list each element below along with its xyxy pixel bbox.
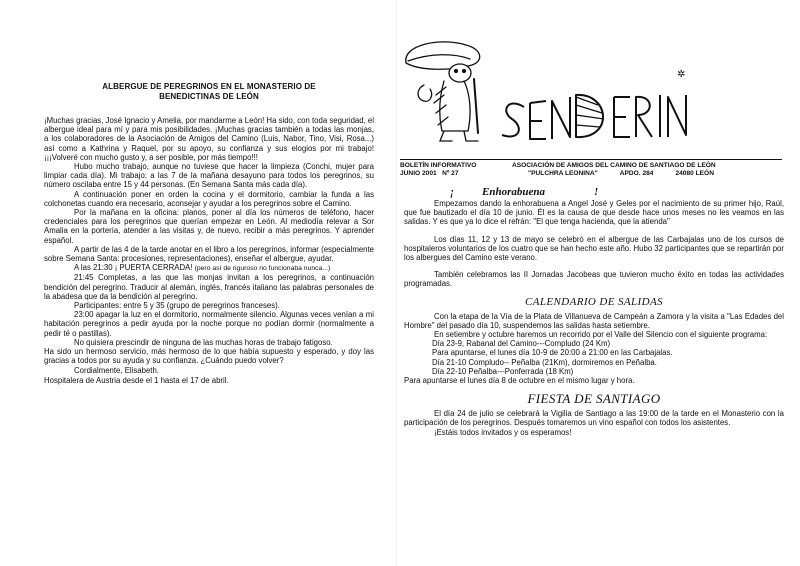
heading-close-mark: ! <box>594 186 599 198</box>
article-paragraph: 21:45 Completas, a las que las monjas invitan a los peregrinos, a continuación bendición del peregrino. Traducir al alemán, inglés, francés italiano las palabras personales de la abadesa que da la bendición al peregrino. <box>44 273 374 301</box>
article-paragraph: A continuación poner en orden la cocina y el dormitorio, cambiar la funda a las colchonetas cuando era necesario, aconsejar y ayudar a los peregrinos sobre el Camino. <box>44 189 374 208</box>
enhorabuena-paragraph: También celebramos las II Jornadas Jacobeas que tuvieron mucho éxito en todas las actividades programadas. <box>404 270 784 289</box>
article-paragraph: Ha sido un hermoso servicio, más hermoso de lo que había supuesto y esperado, y doy las gracias a todos por su ayuda y su confianza. ¿Cuándo puedo volver? <box>44 347 374 366</box>
article-title-line-2: BENEDICTINAS DE LEÓN <box>159 92 259 101</box>
star-icon: ✲ <box>677 69 686 80</box>
program-item: Día 22-10 Peñalba---Ponferrada (18 Km) <box>432 366 574 376</box>
signature-line: Hospitalera de Austria desde el 1 hasta el 17 de abril. <box>44 375 229 385</box>
program-item: Día 21-10 Compludo-- Peñalba (21Km), dormiremos en Peñalba. <box>432 357 657 367</box>
enhorabuena-paragraph: Empezamos dando la enhorabuena a Angel José y Geles por el nacimiento de su primer hijo, Raúl, que fue bautizado el día 10 de junio. Él es la causa de que desde hace unos meses no les veamos en las salidas. Y es que ya lo dice el refrán: "El que tenga hacienda, que la atienda" <box>404 199 784 227</box>
postal-code: 24080 LEÓN <box>675 170 714 177</box>
closed-notice <box>44 263 374 273</box>
left-page-article <box>44 82 374 385</box>
article-signature <box>44 366 374 384</box>
santiago-heading: FIESTA DE SANTIAGO <box>527 391 661 407</box>
calendario-closing: Para apuntarse el lunes día 8 de octubre en el mismo lugar y hora. <box>404 376 635 386</box>
association-title: "PULCHRA LEONINA" <box>528 170 598 177</box>
bulletin-info <box>400 162 476 178</box>
right-page-content <box>404 185 784 437</box>
article-paragraph: ¡Muchas gracias, José Ignacio y Amelia, por mandarme a León! Ha sido, con toda seguridad, el albergue ideal para mí y para mis posibilidades. ¡Muchas gracias también a todas las monjas, a los colaboradores de la Asociación de Amigos del Camino (Luis, Nabor, Tino, Visi, Rosa...) así como a Kathrina y Raquel, por su apoyo, su confianza y sus elogios por mi trabajo! ¡¡¡Volveré con mucho gusto y, a ser posible, por más tiempo!!! <box>44 116 374 162</box>
article-paragraph: No quisiera prescindir de ninguna de las muchas horas de trabajo fatigoso. <box>74 337 333 347</box>
issue-number: Nº 27 <box>442 170 459 177</box>
article-paragraph: A partir de las 4 de la tarde anotar en el libro a los peregrinos, informar (especialmente sobre Semana Santa: procesiones, representaciones), enseñar el albergue, ayudar. <box>44 244 374 264</box>
issue-date: JUNIO 2001 <box>400 170 437 177</box>
santiago-closing: ¡Estáis todos invitados y os esperamos! <box>434 427 572 437</box>
article-title <box>44 82 374 102</box>
article-paragraph: Por la mañana en la oficina: planos, poner al día los números de teléfono, hacer credenciales para los peregrinos que querían empezar en León. Al mediodía relevar a Sor Amalia en la portería, atender a las visitas y, de nuevo, recibir a más peregrinos. Y aprender español. <box>44 208 374 245</box>
bulletin-label: BOLETÍN INFORMATIVO <box>400 162 477 169</box>
program-list <box>404 339 784 376</box>
closed-notice-main: A las 21:30 ¡ PUERTA CERRADA! <box>74 263 195 273</box>
association-name: ASOCIACIÓN DE AMIGOS DEL CAMINO DE SANTIAGO DE LEÓN <box>512 162 716 169</box>
santiago-paragraph: El día 24 de julio se celebrará la Vigilia de Santiago a las 19:00 de la tarde en el Monasterio con la participación de los peregrinos. Después tomaremos un vino español con todos los asistentes. <box>404 409 784 428</box>
program-item: Día 23-9, Rabanal del Camino---Compludo (24 Km) <box>432 339 611 349</box>
association-info <box>512 162 716 178</box>
logo-letters <box>502 95 686 139</box>
calendario-heading: CALENDARIO DE SALIDAS <box>525 295 663 308</box>
calendario-paragraph: En setiembre y octubre haremos un recorrido por el Valle del Silencio con el siguiente programa: <box>434 330 768 340</box>
closed-notice-small: (pero así de riguroso no funcionaba nunca...) <box>194 265 331 273</box>
masthead-bar <box>400 159 782 182</box>
article-paragraph: Participantes: entre 5 y 35 (grupo de peregrinos franceses). <box>74 301 280 311</box>
article-body <box>44 116 374 385</box>
senderin-logo <box>400 35 700 155</box>
enhorabuena-heading <box>404 185 784 199</box>
pilgrim-illustration <box>406 42 480 141</box>
heading-open-mark: ¡ <box>450 186 455 198</box>
page-fold <box>396 0 397 566</box>
program-item: Para apuntarse, el lunes día 10-9 de 20:00 a 21:00 en las Carbajalas. <box>432 348 673 358</box>
article-title-line-1: ALBERGUE DE PEREGRINOS EN EL MONASTERIO DE <box>102 82 316 91</box>
closing-line: Cordialmente, Elisabeth. <box>74 366 159 376</box>
article-paragraph: 23:00 apagar la luz en el dormitorio, normalmente silencio. Algunas veces venían a mi habitación peregrinos a pedir ayuda por la noche porque no podían dormir (normalmente a pedir té o pastillas). <box>44 310 374 338</box>
apdo: APDO. 284 <box>619 170 654 177</box>
article-paragraph: Hubo mucho trabajo, aunque no tuviese que hacer la limpieza (Conchi, mujer para limpiar cada día). Mi trabajo: a las 7 de la mañana desayuno para todos los peregrinos, su número oscilaba entre 15 y 44 personas. (En Semana Santa más cada día). <box>44 162 374 190</box>
enhorabuena-paragraph: Los días 11, 12 y 13 de mayo se celebró en el albergue de las Carbajalas uno de los cursos de hospitaleros voluntarios de los cuatro que se han hecho este año. Hubo 32 participantes que se repartirán por los albergues del Camino este verano. <box>404 234 784 263</box>
calendario-paragraph: Con la etapa de la Vía de la Plata de Villanueva de Campeán a Zamora y la visita a "Las Edades del Hombre" del pasado día 10, suspendemos las salidas hasta setiembre. <box>404 311 784 330</box>
heading-text: Enhorabuena <box>482 186 545 198</box>
